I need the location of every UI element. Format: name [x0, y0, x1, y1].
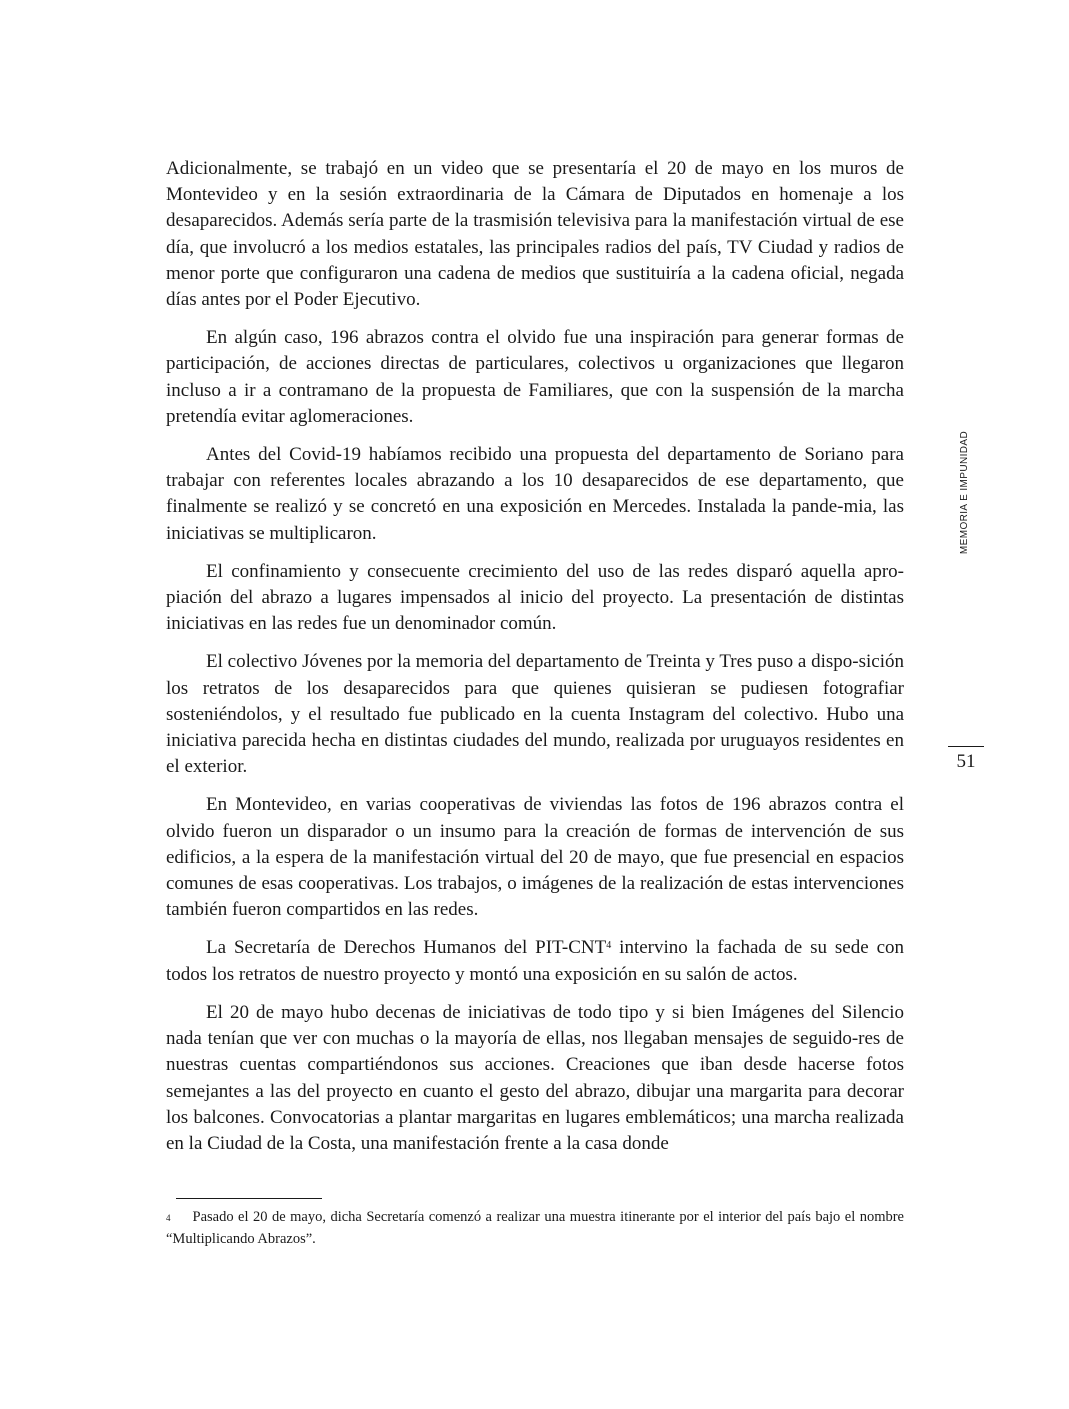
paragraph: El colectivo Jóvenes por la memoria del departamento de Treinta y Tres puso a dispo-sición los retratos de los desaparecidos para que quienes quisieran se pudiesen fotografiar sosteniéndolos, y el resultado fue publicado en la cuenta Instagram del colectivo. Hubo una iniciativa parecida hecha en distintas ciudades del mundo, realizada por uruguayos residentes en el exterior.	[166, 651, 904, 778]
paragraph: El 20 de mayo hubo decenas de iniciativas de todo tipo y si bien Imágenes del Silencio nada tenían que ver con muchas o la mayoría de ellas, nos llegaban mensajes de seguido-res de nuestras cuentas compartiéndonos sus acciones. Creaciones que iban desde hacerse fotos semejantes a las del proyecto en cuanto el gesto del abrazo, dibujar una margarita para decorar los balcones. Convocatorias a plantar margaritas en lugares emblemáticos; una marcha realizada en la Ciudad de la Costa, una manifestación frente a la casa donde	[166, 1001, 904, 1154]
footnote-separator	[176, 1198, 322, 1199]
footnote-reference: 4	[606, 940, 612, 952]
footnote	[166, 1206, 904, 1250]
body-text	[166, 156, 904, 1169]
footnote-number: 4	[166, 1213, 171, 1223]
paragraph: En algún caso, 196 abrazos contra el olvido fue una inspiración para generar formas de participación, de acciones directas de particulares, colectivos u organizaciones que llegaron incluso a ir a contramano de la propuesta de Familiares, que con la suspensión de la marcha pretendía evitar aglomeraciones.	[166, 327, 904, 427]
paragraph: Antes del Covid-19 habíamos recibido una propuesta del departamento de Soriano para trabajar con referentes locales abrazando a los 10 desaparecidos de ese departamento, que finalmente se realizó y se concretó en una exposición en Mercedes. Instalada la pande-mia, las iniciativas se multiplicaron.	[166, 444, 904, 544]
paragraph: En Montevideo, en varias cooperativas de viviendas las fotos de 196 abrazos contra el olvido fueron un disparador o un insumo para la creación de formas de intervención de sus edificios, a la espera de la manifestación virtual del 20 de mayo, que fue presencial en espacios comunes de esas cooperativas. Los trabajos, o imágenes de la realización de estas intervenciones también fueron compartidos en las redes.	[166, 794, 904, 921]
page-number: 51	[956, 751, 976, 772]
page-number-rule	[948, 746, 984, 747]
footnote-text: Pasado el 20 de mayo, dicha Secretaría comenzó a realizar una muestra itinerante por el interior del país bajo el nombre “Multiplicando Abrazos”.	[166, 1209, 904, 1247]
paragraph-text: La Secretaría de Derechos Humanos del PIT-CNT	[206, 937, 607, 959]
paragraph	[166, 935, 904, 987]
paragraph: Adicionalmente, se trabajó en un video que se presentaría el 20 de mayo en los muros de Montevideo y en la sesión extraordinaria de la Cámara de Diputados en homenaje a los desaparecidos. Además sería parte de la trasmisión televisiva para la manifestación virtual de ese día, que involucró a los medios estatales, las principales radios del país, TV Ciudad y radios de menor porte que configuraron una cadena de medios que sustituiría a la cadena oficial, negada días antes por el Poder Ejecutivo.	[166, 158, 904, 311]
paragraph: El confinamiento y consecuente crecimiento del uso de las redes disparó aquella apro-piación del abrazo a lugares impensados al inicio del proyecto. La presentación de distintas iniciativas en las redes fue un denominador común.	[166, 560, 904, 635]
running-head-text: MEMORIA E IMPUNIDAD	[959, 430, 971, 554]
running-head	[947, 420, 983, 564]
paragraph-text: intervino la fachada de su sede con todos los retratos de nuestro proyecto y montó una exposición en su salón de actos.	[166, 937, 905, 985]
